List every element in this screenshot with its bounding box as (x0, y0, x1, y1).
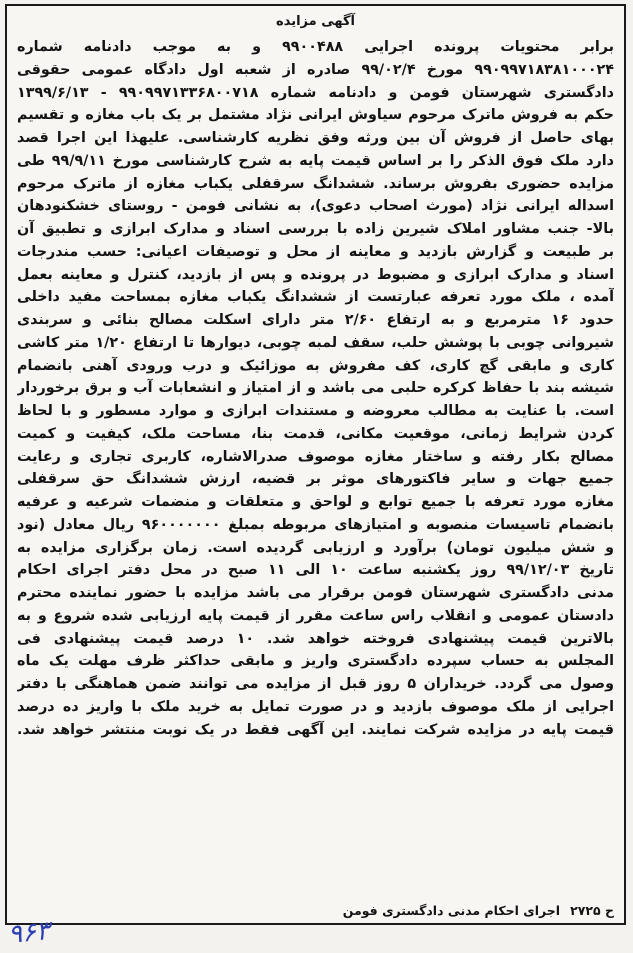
notice-body (17, 36, 614, 741)
notice-line: بر طبیعت و گزارش بازدید و معاینه از محل و توصیفات اعیانی: حسب مندرجات (17, 243, 614, 260)
notice-line: کردن شرایط زمانی، موقعیت مکانی، قدمت بنا، مساحت ملک، کیفیت و کمیت (17, 425, 614, 442)
notice-line: بالا- جنب مشاور املاک شیرین زاده با بررسی اسناد و مدارک ابرازی و تطبیق آن (17, 221, 614, 237)
notice-line: وصول می گردد. خریداران ۵ روز قبل از مزایده می توانند ضمن هماهنگی با دفتر (17, 676, 614, 692)
notice-line: اجرایی از ملک موصوف بازدید و در صورت تمایل به خرید ملک با واریز ده درصد (17, 698, 614, 715)
notice-line: مدنی دادگستری شهرستان فومن برقرار می باشد مزایده با حضور نماینده محترم (17, 585, 614, 601)
notice-line: مغازه مورد تعرفه با جمیع توابع و لواحق و متعلقات و منضمات شرعیه و عرفیه (17, 494, 614, 510)
notice-line: کاری و مابقی گچ کاری، کف مفروش به موزائیک و درب ورودی آهنی بانضمام (17, 357, 614, 374)
notice-line: جمیع جهات و سایر فاکتورهای موثر بر قضیه، ارزش ششدانگ حق سرقفلی (17, 471, 614, 488)
handwritten-note: ۹۶۳ (6, 915, 52, 951)
notice-line: ۹۹۰۹۹۷۱۸۳۸۱۰۰۰۲۴ مورخ ۹۹/۰۲/۴ صادره از شعبه اول دادگاه عمومی حقوقی (17, 61, 614, 78)
notice-title: آگهی مزایده (276, 14, 355, 29)
notice-line: حدود ۱۶ مترمربع و به ارتفاع ۲/۶۰ متر دارای اسکلت مصالح بنائی و سربندی (17, 312, 614, 328)
notice-line: و شش میلیون تومان) برآورد و ارزیابی گردیده است. زمان برگزاری مزایده به (17, 539, 614, 556)
notice-line: مصالح بکار رفته و ساختار مغازه موصوف صدرالاشاره، کاربری تجاری و رعایت (17, 448, 614, 465)
notice-line: دارد ملک فوق الذکر را بر اساس قیمت پایه به شرح کارشناسی مورخ ۹۹/۹/۱۱ طی (17, 152, 614, 169)
notice-line: است. با عنایت به مطالب معروضه و مستندات ابرازی و موارد مسطور و با لحاظ (17, 403, 614, 419)
notice-line: شیشه بند با حفاظ کرکره حلبی می باشد و از امتیاز و انشعابات آب و برق برخوردار (17, 380, 614, 397)
notice-line: مزایده حضوری بفروش برساند. ششدانگ سرقفلی یکباب مغازه از ماترک مرحوم (17, 175, 614, 192)
notice-code: ح ۲۷۲۵ (570, 903, 614, 918)
notice-line: بهای حاصل از فروش آن بین ورثه وفق نظریه کارشناسی. علیهذا این اجرا قصد (17, 130, 614, 146)
notice-line: تاریخ ۹۹/۱۲/۰۳ روز یکشنبه ساعت ۱۰ الی ۱۱ صبح در محل دفتر اجرای احکام (17, 562, 614, 579)
notice-line: اسناد و مدارک ابرازی و مضبوط در پرونده و پس از بازدید، کنترل و معاینه بعمل (17, 266, 614, 283)
auction-notice (5, 4, 626, 925)
notice-line: دادگستری شهرستان فومن و دادنامه شماره ۹۹۰۹۹۷۱۳۳۶۸۰۰۷۱۸ - ۱۳۹۹/۶/۱۳ (17, 84, 614, 101)
notice-line: دادستان عمومی و انقلاب راس ساعت مقرر از قیمت پایه ارزیابی شده شروع و به (17, 607, 614, 624)
notice-line: شیروانی چوبی با پوشش حلب، سقف لمبه چوبی، دیوارها تا ارتفاع ۱/۲۰ متر کاشی (17, 334, 614, 351)
notice-line: المجلس به حساب سپرده دادگستری واریز و مابقی حداکثر ظرف مهلت یک ماه (17, 653, 614, 670)
notice-line: قیمت پایه در مزایده شرکت نمایند. این آگهی فقط در یک نوبت منتشر خواهد شد. (17, 721, 614, 738)
notice-line: برابر محتویات پرونده اجرایی ۹۹۰۰۴۸۸ و به موجب دادنامه شماره (17, 39, 614, 55)
notice-line: اسداله ایرانی نژاد (مورث اصحاب دعوی)، به نشانی فومن - روستای خشکنودهان (17, 198, 614, 215)
notice-line: بالاترین قیمت پیشنهادی فروخته خواهد شد. ۱۰ درصد قیمت پیشنهادی فی (17, 630, 614, 647)
notice-line: حکم به فروش ماترک مرحوم سیاوش ایرانی نژاد مشتمل بر یک باب مغازه و تقسیم (17, 107, 614, 124)
notice-line: آمده ، ملک مورد تعرفه عبارتست از ششدانگ یکباب مغازه بمساحت مفید داخلی (17, 289, 614, 306)
notice-footer (7, 903, 624, 919)
notice-issuer: اجرای احکام مدنی دادگستری فومن (342, 903, 561, 918)
notice-line: بانضمام تاسیسات منصوبه و امتیازهای مربوطه بمبلغ ۹۶۰۰۰۰۰۰۰ ریال معادل (نود (17, 516, 614, 533)
